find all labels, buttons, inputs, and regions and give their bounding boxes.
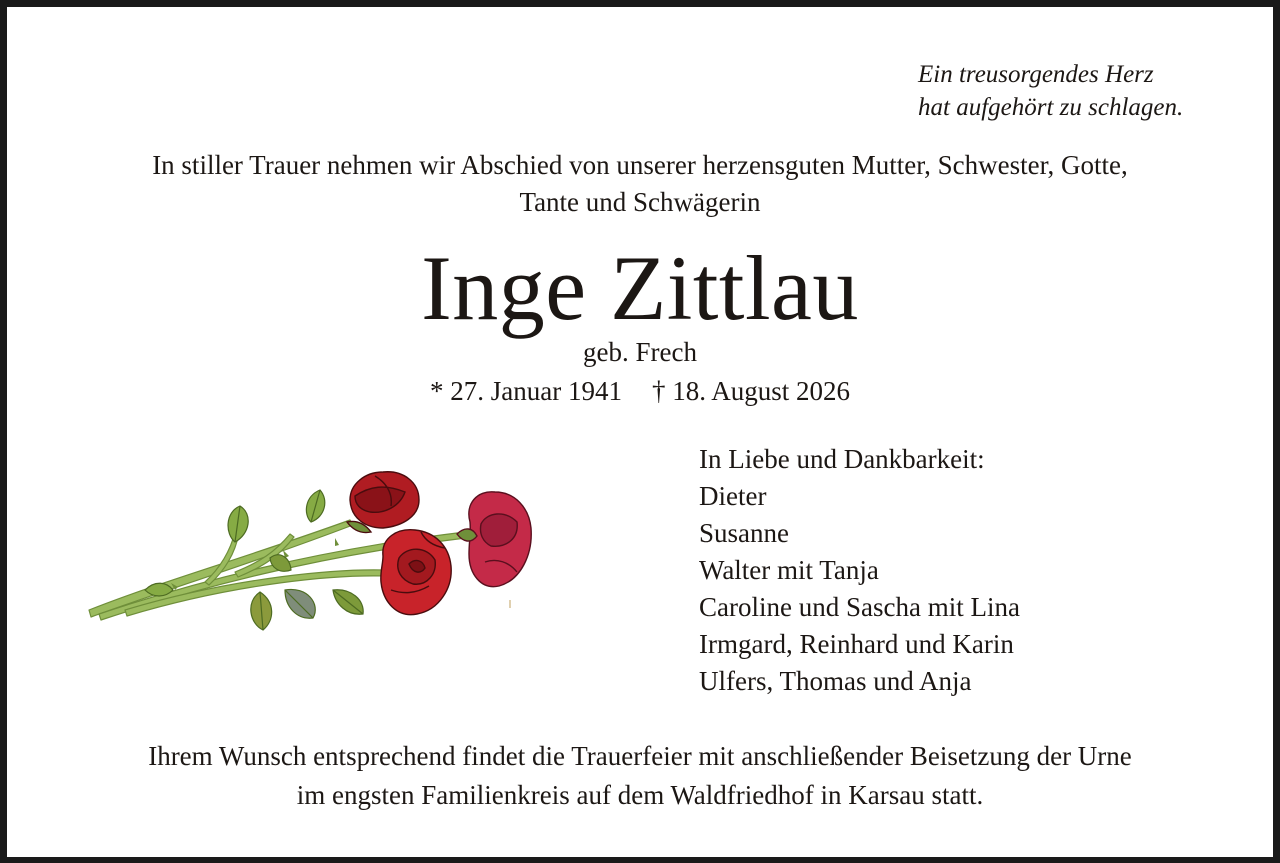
mourners-list (699, 441, 1020, 700)
mourner-name: Susanne (699, 518, 789, 548)
maiden-name: geb. Frech (583, 337, 697, 367)
intro-text (0, 147, 1280, 221)
motto-line-1: Ein treusorgendes Herz (918, 61, 1154, 88)
motto (918, 58, 1183, 124)
birth-date: * 27. Januar 1941 (430, 376, 622, 406)
motto-line-2: hat aufgehört zu schlagen. (918, 94, 1184, 121)
funeral-notice-line-2: im engsten Familienkreis auf dem Waldfriedhof in Karsau statt. (296, 780, 984, 810)
mourner-name: Irmgard, Reinhard und Karin (699, 629, 1014, 659)
mourner-name: Walter mit Tanja (699, 555, 879, 585)
funeral-notice-line-1: Ihrem Wunsch entsprechend findet die Trauerfeier mit anschließender Beisetzung der Urne (148, 741, 1132, 771)
funeral-notice (0, 737, 1280, 815)
mourner-name: Caroline und Sascha mit Lina (699, 592, 1020, 622)
death-date: † 18. August 2026 (651, 376, 850, 406)
deceased-name: Inge Zittlau (421, 237, 859, 339)
mourners-heading: In Liebe und Dankbarkeit: (699, 444, 985, 474)
mourner-name: Ulfers, Thomas und Anja (699, 666, 972, 696)
mourner-name: Dieter (699, 481, 767, 511)
intro-line-2: Tante und Schwägerin (519, 187, 761, 217)
intro-line-1: In stiller Trauer nehmen wir Abschied von unserer herzensguten Mutter, Schwester, Gotte, (152, 150, 1128, 180)
life-dates (0, 373, 1280, 409)
roses-illustration (85, 462, 545, 647)
